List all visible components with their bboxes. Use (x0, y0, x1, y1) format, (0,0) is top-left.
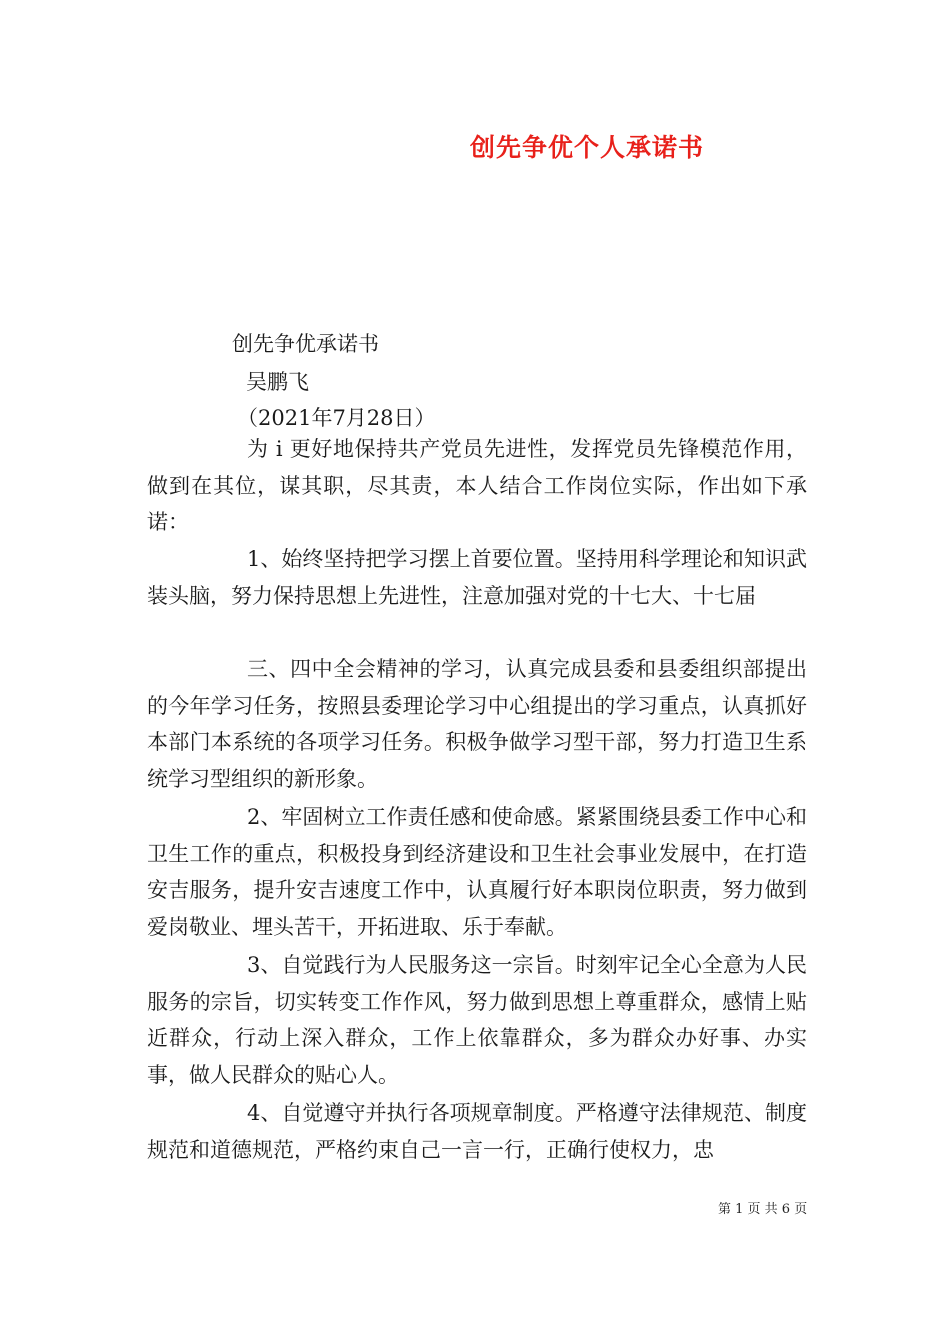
paragraph-item-4: 4、自觉遵守并执行各项规章制度。严格遵守法律规范、制度规范和道德规范，严格约束自己一言一行，正确行使权力，忠 (147, 1101, 807, 1162)
paragraph-item-1: 1、始终坚持把学习摆上首要位置。坚持用科学理论和知识武装头脑，努力保持思想上先进性，注意加强对党的十七大、十七届 (147, 547, 807, 608)
paragraph-item-1-continued: 三、四中全会精神的学习，认真完成县委和县委组织部提出的今年学习任务，按照县委理论学习中心组提出的学习重点，认真抓好本部门本系统的各项学习任务。积极争做学习型干部，努力打造卫生系统学习型组织的新形象。 (147, 657, 807, 792)
author-name: 吴鹏飞 (246, 370, 309, 394)
paragraph-item-2: 2、牢固树立工作责任感和使命感。紧紧围绕县委工作中心和卫生工作的重点，积极投身到经济建设和卫生社会事业发展中，在打造安吉服务，提升安吉速度工作中，认真履行好本职岗位职责，努力做到爱岗敬业、埋头苦干，开拓进取、乐于奉献。 (147, 805, 807, 940)
paragraph-item-3: 3、自觉践行为人民服务这一宗旨。时刻牢记全心全意为人民服务的宗旨，切实转变工作作风，努力做到思想上尊重群众，感情上贴近群众，行动上深入群众，工作上依靠群众，多为群众办好事、办实事，做人民群众的贴心人。 (147, 953, 807, 1088)
document-subtitle: 创先争优承诺书 (232, 332, 379, 356)
page-number: 第 1 页 共 6 页 (718, 1202, 808, 1217)
document-date: （2021年7月28日） (237, 406, 436, 430)
paragraph-intro: 为 i 更好地保持共产党员先进性，发挥党员先锋模范作用，做到在其位，谋其职，尽其责，本人结合工作岗位实际，作出如下承诺： (147, 437, 807, 535)
document-title: 创先争优个人承诺书 (470, 133, 705, 162)
